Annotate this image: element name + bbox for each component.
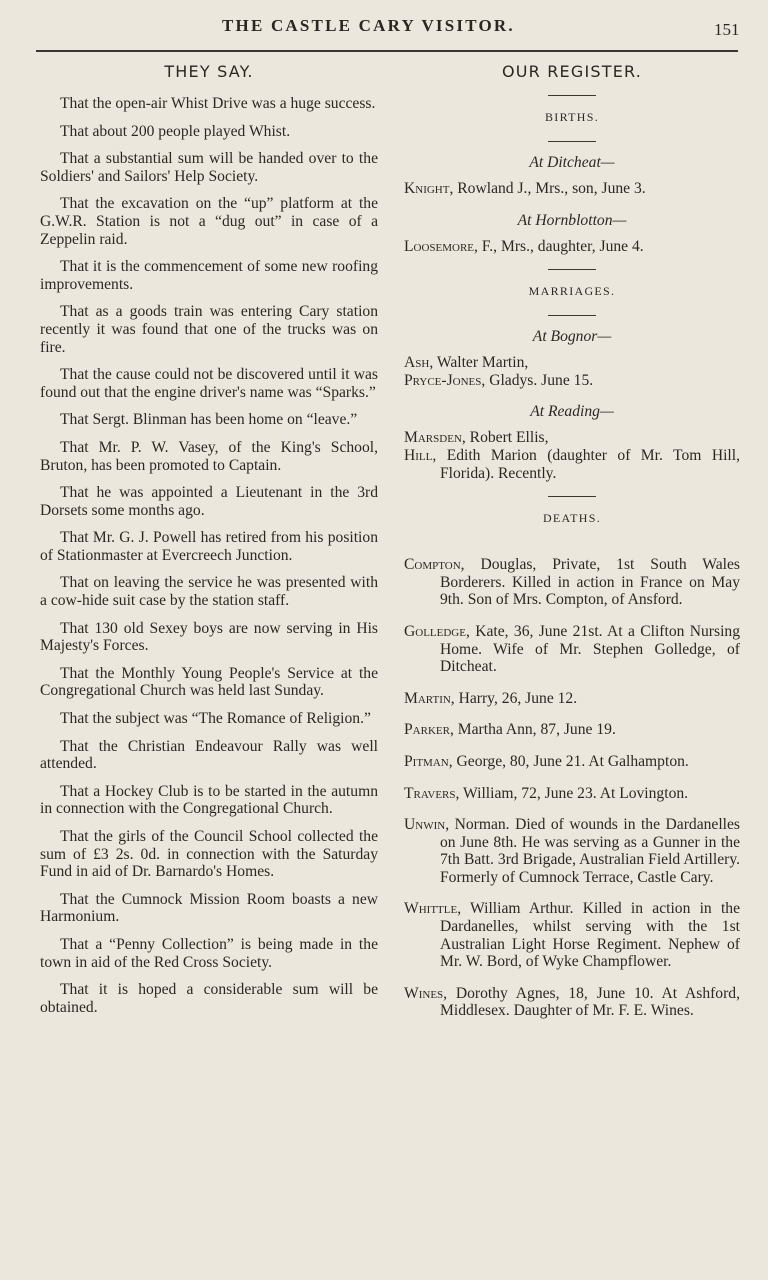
surname: Knight, [404,180,454,197]
surname: Pryce-Jones, [404,371,486,389]
death-entry [404,753,740,771]
they-say-paragraph: That a substantial sum will be handed over to the Soldiers' and Sailors' Help Society. [40,150,378,185]
entry-text: George, 80, June 21. At Galhampton. [452,752,689,770]
marriage-entry-line [404,372,740,390]
they-say-paragraph: That about 200 people played Whist. [60,122,291,140]
divider-rule [548,496,596,497]
surname: Marsden, [404,429,466,447]
they-say-column [40,62,378,1026]
birth-entry [404,180,740,198]
birth-place: At Hornblotton— [517,211,627,229]
register-column [404,62,740,1034]
publication-title: THE CASTLE CARY VISITOR. [222,16,515,35]
birth-place: At Ditcheat— [529,154,615,171]
entry-text: Douglas, Private, 1st South Wales Borderers. Killed in action in France on May 9th. Son of Mrs. Compton, of Ansford. [440,556,740,609]
death-entry [404,556,740,609]
they-say-paragraph: That the subject was “The Romance of Religion.” [60,710,371,728]
page-number: 151 [714,20,740,39]
they-say-paragraph: That on leaving the service he was presented with a cow-hide suit case by the station staff. [40,574,378,610]
deaths-heading: DEATHS. [542,511,602,526]
they-say-paragraph: That 130 old Sexey boys are now serving in His Majesty's Forces. [40,619,378,655]
divider-rule [548,269,596,270]
they-say-paragraph: That the cause could not be discovered until it was found out that the engine driver's name was “Sparks.” [40,366,378,401]
marriage-entry-line [404,429,740,447]
surname: Parker, [404,721,454,739]
surname: Golledge, [404,622,470,640]
they-say-title: THEY SAY. [164,62,254,81]
they-say-paragraph: That the Christian Endeavour Rally was well attended. [40,737,378,773]
birth-entry [404,238,740,256]
they-say-paragraph: That a “Penny Collection” is being made in the town in aid of the Red Cross Society. [40,935,378,971]
they-say-paragraph: That the excavation on the “up” platform at the G.W.R. Station is not a “dug out” in case of a Zeppelin raid. [40,195,378,248]
surname: Unwin, [404,816,450,834]
marriage-place: At Bognor— [532,328,612,346]
divider-rule [548,315,596,316]
marriage-place: At Reading— [530,403,614,421]
entry-text: Norman. Died of wounds in the Dardanelles on June 8th. He was serving as a Gunner in the 7th Batt. 3rd Brigade, Australian Field Artillery. Formerly of Cumnock Terrace, Castle Cary. [440,816,740,886]
entry-text: Edith Marion (daughter of Mr. Tom Hill, Florida). Recently. [436,446,740,482]
header-rule [36,50,738,52]
surname: Loosemore, [404,237,478,255]
entry-text: Gladys. June 15. [485,371,594,389]
births-heading: BIRTHS. [544,110,600,124]
entry-text: William, 72, June 23. At Lovington. [459,784,689,802]
surname: Ash, [404,354,434,372]
they-say-paragraph: That the open-air Whist Drive was a huge success. [60,95,376,112]
death-entry [404,985,740,1020]
surname: Compton, [404,556,465,574]
they-say-paragraph: That it is the commencement of some new roofing improvements. [40,258,378,293]
they-say-paragraph: That it is hoped a considerable sum will be obtained. [40,981,378,1016]
death-entry [404,900,740,970]
entry-text: Martha Ann, 87, June 19. [453,721,616,739]
death-entry [404,721,740,739]
death-entry [404,816,740,886]
they-say-paragraph: That Mr. P. W. Vasey, of the King's School, Bruton, has been promoted to Captain. [40,438,378,474]
entry-text: Robert Ellis, [465,429,549,447]
page-header [0,12,768,46]
they-say-paragraph: That the Monthly Young People's Service at the Congregational Church was held last Sunday. [40,664,378,700]
register-title: OUR REGISTER. [501,62,643,81]
they-say-paragraph: That a Hockey Club is to be started in the autumn in connection with the Congregational Church. [40,782,378,818]
entry-text: Walter Martin, [433,354,529,372]
marriages-heading: MARRIAGES. [528,284,616,299]
entry-text: F., Mrs., daughter, June 4. [477,237,644,255]
they-say-paragraph: That Mr. G. J. Powell has retired from his position of Stationmaster at Evercreech Junction. [40,529,378,564]
divider-rule [548,141,596,142]
divider-rule [548,95,596,96]
surname: Wines, [404,984,448,1002]
they-say-paragraph: That he was appointed a Lieutenant in the 3rd Dorsets some months ago. [40,484,378,519]
marriage-entry-line [404,354,740,372]
entry-text: Rowland J., Mrs., son, June 3. [453,180,646,197]
death-entry [404,785,740,803]
surname: Whittle, [404,900,462,918]
entry-text: Dorothy Agnes, 18, June 10. At Ashford, Middlesex. Daughter of Mr. F. E. Wines. [440,984,740,1020]
they-say-paragraph: That the girls of the Council School collected the sum of £3 2s. 0d. in connection with the Saturday Fund in aid of Dr. Barnardo's Homes. [40,828,378,881]
surname: Martin, [404,689,455,707]
they-say-paragraph: That Sergt. Blinman has been home on “leave.” [60,411,358,429]
entry-text: William Arthur. Killed in action in the Dardanelles, whilst serving with the 1st Australian Light Horse Regiment. Nephew of Mr. W. Bord, of Wyke Champflower. [440,900,740,971]
they-say-paragraph: That the Cumnock Mission Room boasts a new Harmonium. [40,890,378,926]
surname: Hill, [404,446,437,464]
death-entry [404,690,740,708]
entry-text: Harry, 26, June 12. [454,689,578,707]
entry-text: Kate, 36, June 21st. At a Clifton Nursing Home. Wife of Mr. Stephen Golledge, of Ditcheat. [440,622,740,676]
they-say-paragraph: That as a goods train was entering Cary station recently it was found that one of the trucks was on fire. [40,303,378,356]
surname: Travers, [404,784,460,802]
marriage-entry-line [404,447,740,482]
surname: Pitman, [404,752,453,770]
death-entry [404,623,740,676]
